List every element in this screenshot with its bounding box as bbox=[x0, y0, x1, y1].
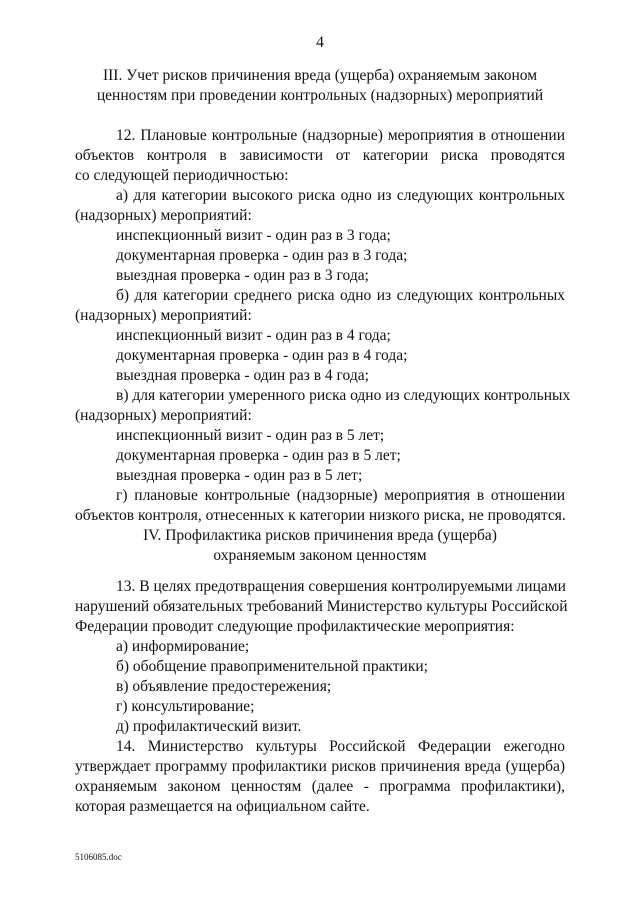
p14-line-1: 14. Министерство культуры Российской Федерации ежегодно bbox=[116, 738, 565, 755]
p12-item-c-sub-2: документарная проверка - один раз в 5 лет; bbox=[116, 447, 401, 464]
p13-list-item: г) консультирование; bbox=[116, 698, 255, 715]
document-file-name: 5106085.doc bbox=[75, 852, 122, 862]
p12-item-a-line-1: а) для категории высокого риска одно из следующих контрольных bbox=[116, 187, 565, 204]
section-4-heading-line-1: IV. Профилактика рисков причинения вреда (ущерба) bbox=[143, 527, 497, 544]
p12-item-b-line-1: б) для категории среднего риска одно из следующих контрольных bbox=[116, 287, 565, 304]
p12-item-c-sub-3: выездная проверка - один раз в 5 лет; bbox=[116, 467, 363, 484]
p14-line-4: которая размещается на официальном сайте. bbox=[75, 798, 370, 815]
p12-item-b-sub-1: инспекционный визит - один раз в 4 года; bbox=[116, 327, 391, 344]
section-4-heading-line-2: охраняемым законом ценностям bbox=[213, 547, 427, 564]
p13-list-item: б) обобщение правоприменительной практики; bbox=[116, 658, 428, 675]
p13-line-2: нарушений обязательных требований Министерство культуры Российской bbox=[75, 598, 568, 615]
p13-line-1: 13. В целях предотвращения совершения контролируемыми лицами bbox=[116, 578, 566, 595]
p12-item-b-sub-3: выездная проверка - один раз в 4 года; bbox=[116, 367, 369, 384]
p12-item-a-sub-3: выездная проверка - один раз в 3 года; bbox=[116, 267, 369, 284]
p12-item-d-line-1: г) плановые контрольные (надзорные) мероприятия в отношении bbox=[116, 487, 565, 504]
section-3-heading-line-1: III. Учет рисков причинения вреда (ущерба) охраняемым законом bbox=[102, 67, 537, 84]
p13-line-3: Федерации проводит следующие профилактические мероприятия: bbox=[75, 618, 515, 635]
p12-item-a-sub-2: документарная проверка - один раз в 3 года; bbox=[116, 247, 408, 264]
p12-item-d-line-2: объектов контроля, отнесенных к категории низкого риска, не проводятся. bbox=[75, 507, 566, 524]
p12-line-3: со следующей периодичностью: bbox=[75, 167, 289, 184]
p12-item-a-sub-1: инспекционный визит - один раз в 3 года; bbox=[116, 227, 391, 244]
p13-list-item: д) профилактический визит. bbox=[116, 718, 302, 735]
p13-list-item: в) объявление предостережения; bbox=[116, 678, 332, 695]
p13-list-item: а) информирование; bbox=[116, 638, 250, 655]
p12-item-c-line-1: в) для категории умеренного риска одно из следующих контрольных bbox=[116, 387, 571, 404]
p12-item-c-sub-1: инспекционный визит - один раз в 5 лет; bbox=[116, 427, 385, 444]
section-3-heading bbox=[75, 66, 565, 106]
p14-line-3: охраняемым законом ценностям (далее - программа профилактики), bbox=[75, 778, 565, 795]
p12-item-b-sub-2: документарная проверка - один раз в 4 года; bbox=[116, 347, 408, 364]
p12-line-2: объектов контроля в зависимости от категории риска проводятся bbox=[75, 147, 565, 164]
section-4-heading bbox=[75, 526, 565, 566]
section-3-heading-line-2: ценностям при проведении контрольных (надзорных) мероприятий bbox=[96, 87, 544, 104]
page-number: 4 bbox=[316, 34, 324, 51]
p12-line-1: 12. Плановые контрольные (надзорные) мероприятия в отношении bbox=[116, 127, 565, 144]
p12-item-c-line-2: (надзорных) мероприятий: bbox=[75, 407, 252, 424]
p12-item-b-line-2: (надзорных) мероприятий: bbox=[75, 307, 252, 324]
p12-item-a-line-2: (надзорных) мероприятий: bbox=[75, 207, 252, 224]
p14-line-2: утверждает программу профилактики рисков причинения вреда (ущерба) bbox=[75, 758, 565, 775]
